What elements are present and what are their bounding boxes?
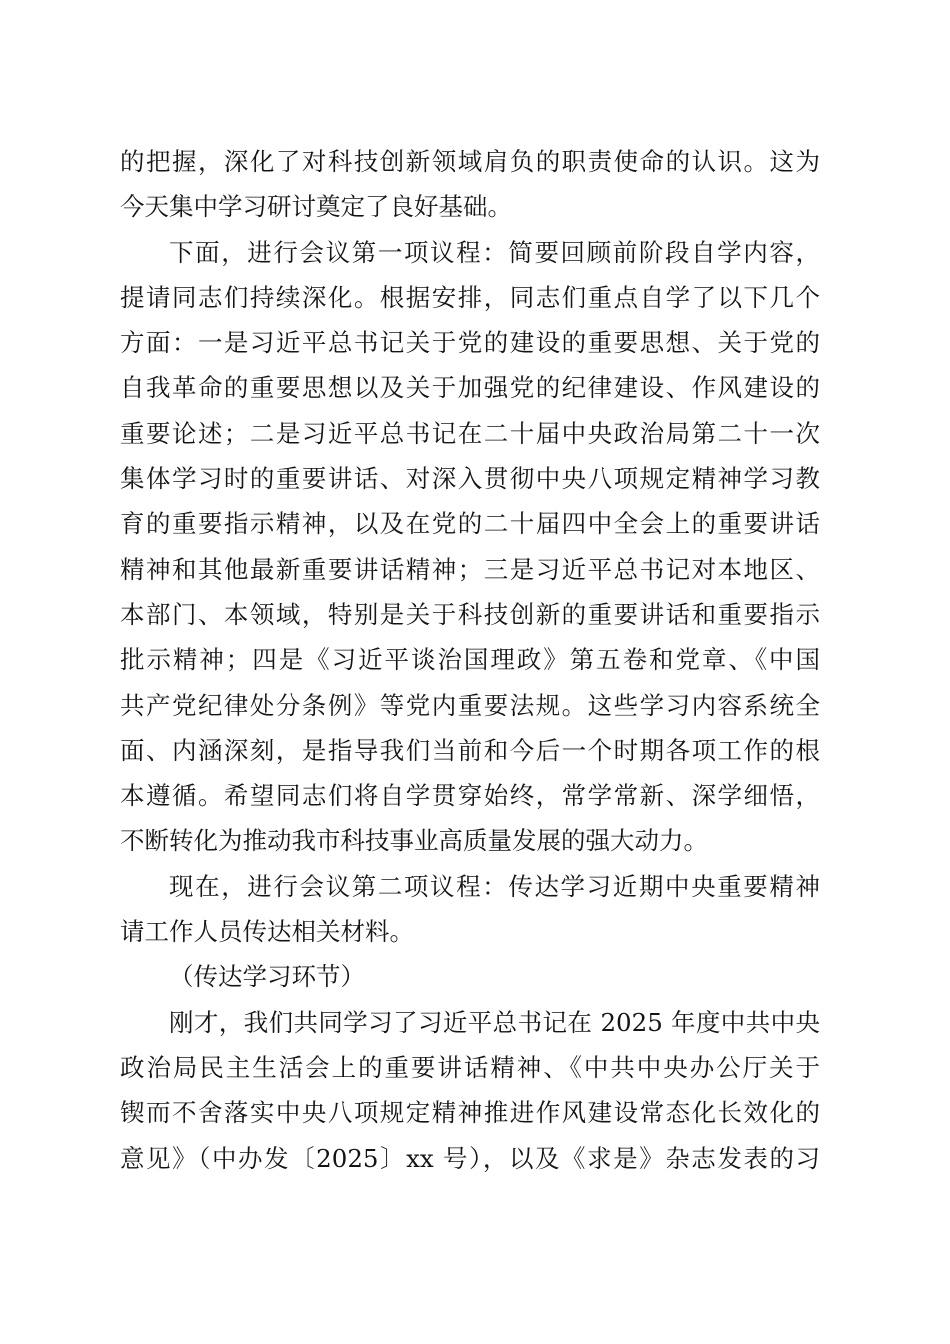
paragraph-1 <box>120 139 820 230</box>
text-line: 请工作人员传达相关材料。 <box>120 917 414 947</box>
text-line: 本遵循。希望同志们将自学贯穿始终，常学常新、深学细悟， <box>120 781 820 811</box>
text-line: 现在，进行会议第二项议程：传达学习近期中央重要精神 <box>169 871 820 901</box>
text-line: 精神和其他最新重要讲话精神；三是习近平总书记对本地区、 <box>120 554 820 584</box>
text-line: 意见》（中办发〔2025〕xx 号），以及《求是》杂志发表的习 <box>120 1143 820 1173</box>
text-line: 本部门、本领域，特别是关于科技创新的重要讲话和重要指示 <box>120 599 820 629</box>
text-line: 不断转化为推动我市科技事业高质量发展的强大动力。 <box>120 826 708 856</box>
text-line: 育的重要指示精神，以及在党的二十届四中全会上的重要讲话 <box>120 509 820 539</box>
text-line: 重要论述；二是习近平总书记在二十届中央政治局第二十一次 <box>120 418 820 448</box>
text-line: 刚才，我们共同学习了习近平总书记在 2025 年度中共中央 <box>169 1007 820 1037</box>
text-line: 政治局民主生活会上的重要讲话精神、《中共中央办公厅关于 <box>120 1052 820 1082</box>
paragraph-2 <box>120 230 820 864</box>
text-line: 锲而不舍落实中央八项规定精神推进作风建设常态化长效化的 <box>120 1098 820 1128</box>
text-line: （传达学习环节） <box>169 962 365 992</box>
text-line: 面、内涵深刻，是指导我们当前和今后一个时期各项工作的根 <box>120 735 820 765</box>
document-body <box>120 139 820 1181</box>
text-line: 今天集中学习研讨奠定了良好基础。 <box>120 192 512 222</box>
text-line: 方面：一是习近平总书记关于党的建设的重要思想、关于党的 <box>120 328 820 358</box>
text-line: 共产党纪律处分条例》等党内重要法规。这些学习内容系统全 <box>120 690 820 720</box>
paragraph-3 <box>120 864 820 955</box>
paragraph-4 <box>120 954 820 999</box>
text-line: 提请同志们持续深化。根据安排，同志们重点自学了以下几个 <box>120 282 820 312</box>
text-line: 的把握，深化了对科技创新领域肩负的职责使命的认识。这为 <box>120 147 820 176</box>
paragraph-5 <box>120 1000 820 1181</box>
text-line: 下面，进行会议第一项议程：简要回顾前阶段自学内容， <box>169 237 820 267</box>
text-line: 自我革命的重要思想以及关于加强党的纪律建设、作风建设的 <box>120 373 820 403</box>
text-line: 批示精神；四是《习近平谈治国理政》第五卷和党章、《中国 <box>120 645 820 675</box>
text-line: 集体学习时的重要讲话、对深入贯彻中央八项规定精神学习教 <box>120 464 820 494</box>
